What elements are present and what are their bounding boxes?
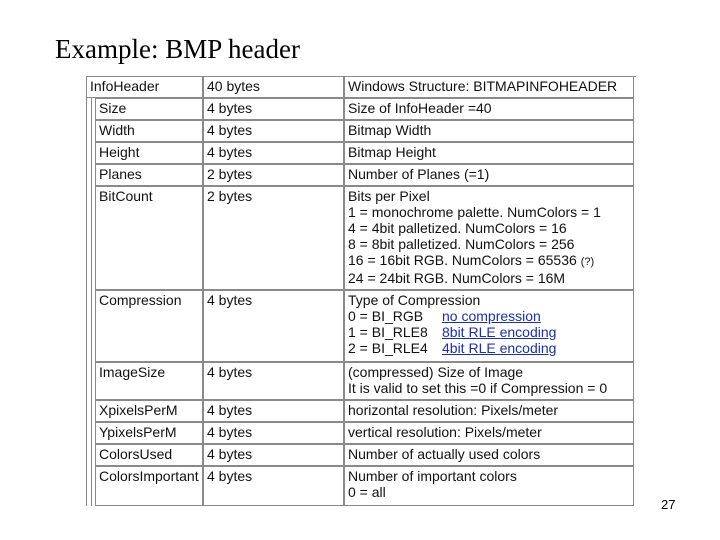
table-outer-frame-left [86, 76, 92, 506]
rle8-encoding-link[interactable]: 8bit RLE encoding [442, 324, 557, 340]
field-description-line: Number of important colors [348, 468, 517, 484]
slide-title: Example: BMP header [55, 34, 300, 64]
field-name: Width [99, 122, 135, 138]
field-size: 2 bytes [207, 188, 253, 204]
field-description: Bitmap Height [348, 144, 436, 160]
field-size: 4 bytes [207, 424, 253, 440]
table-row-name [95, 186, 203, 290]
field-description: vertical resolution: Pixels/meter [348, 424, 542, 440]
page-number: 27 [661, 497, 676, 512]
table-row-name [95, 422, 203, 444]
no-compression-link[interactable]: no compression [442, 308, 541, 324]
field-description-line: (compressed) Size of Image [348, 364, 524, 380]
bmp-header-table [86, 76, 636, 506]
field-description: Bitmap Width [348, 122, 432, 138]
field-description-line: Type of Compression [348, 292, 481, 308]
field-name: ImageSize [99, 364, 166, 380]
table-row-description [344, 400, 634, 422]
field-name: Size [99, 100, 127, 116]
header-description: Windows Structure: BITMAPINFOHEADER [348, 78, 618, 94]
header-size-cell [203, 76, 344, 98]
table-row-size [203, 186, 344, 290]
table-row-description [344, 290, 634, 362]
table-row-name [95, 362, 203, 400]
header-size: 40 bytes [207, 78, 260, 94]
table-row-name [95, 290, 203, 362]
field-name: Height [99, 144, 140, 160]
field-size: 4 bytes [207, 292, 253, 308]
table-row-size [203, 142, 344, 164]
table-row-size [203, 120, 344, 142]
table-row-name [95, 120, 203, 142]
field-name: ColorsImportant [99, 468, 199, 484]
table-row-size [203, 466, 344, 506]
table-row-name [95, 98, 203, 120]
field-description: horizontal resolution: Pixels/meter [348, 402, 559, 418]
table-row-size [203, 362, 344, 400]
field-description-line: 1 = monochrome palette. NumColors = 1 [348, 204, 601, 220]
field-name: XpixelsPerM [99, 402, 178, 418]
field-description-line: 4 = 4bit palletized. NumColors = 16 [348, 220, 567, 236]
table-row-size [203, 422, 344, 444]
field-size: 4 bytes [207, 100, 253, 116]
field-name: ColorsUsed [99, 446, 173, 462]
table-row-description [344, 444, 634, 466]
table-row-size [203, 98, 344, 120]
field-size: 4 bytes [207, 122, 253, 138]
field-description-line: 2 = BI_RLE4 [348, 340, 428, 356]
field-description: Size of InfoHeader =40 [348, 100, 492, 116]
field-name: BitCount [99, 188, 153, 204]
field-size: 4 bytes [207, 364, 253, 380]
table-row-name [95, 164, 203, 186]
table-row-description [344, 98, 634, 120]
table-row-description [344, 362, 634, 400]
table-row-size [203, 290, 344, 362]
table-row-description [344, 466, 634, 506]
table-row-size [203, 400, 344, 422]
table-row-name [95, 400, 203, 422]
field-description-line: 8 = 8bit palletized. NumColors = 256 [348, 236, 575, 252]
field-description-line: 0 = all [348, 484, 386, 500]
field-name: YpixelsPerM [99, 424, 177, 440]
table-row-name [95, 466, 203, 506]
field-size: 4 bytes [207, 468, 253, 484]
header-description-cell [344, 76, 634, 98]
table-row-name [95, 444, 203, 466]
field-description-line: Bits per Pixel [348, 188, 430, 204]
field-size: 2 bytes [207, 166, 253, 182]
table-row-name [95, 142, 203, 164]
header-name: InfoHeader [90, 78, 160, 94]
table-row-description [344, 164, 634, 186]
field-description-line: 1 = BI_RLE8 [348, 324, 428, 340]
header-name-cell [86, 76, 203, 98]
field-description: Number of actually used colors [348, 446, 541, 462]
rle4-encoding-link[interactable]: 4bit RLE encoding [442, 340, 557, 356]
field-description-line: 24 = 24bit RGB. NumColors = 16M [348, 270, 566, 286]
table-row-size [203, 164, 344, 186]
field-description-line: 0 = BI_RGB [348, 308, 424, 324]
table-row-description [344, 186, 634, 290]
field-description: Number of Planes (=1) [348, 166, 490, 182]
field-size: 4 bytes [207, 144, 253, 160]
table-row-size [203, 444, 344, 466]
table-row-description [344, 422, 634, 444]
field-name: Compression [99, 292, 182, 308]
field-description-line: It is valid to set this =0 if Compression = 0 [348, 380, 608, 396]
field-size: 4 bytes [207, 446, 253, 462]
question-note: (?) [580, 256, 595, 268]
field-name: Planes [99, 166, 142, 182]
table-row-description [344, 142, 634, 164]
field-size: 4 bytes [207, 402, 253, 418]
field-description-line: 16 = 16bit RGB. NumColors = 65536 [348, 252, 577, 268]
table-row-description [344, 120, 634, 142]
